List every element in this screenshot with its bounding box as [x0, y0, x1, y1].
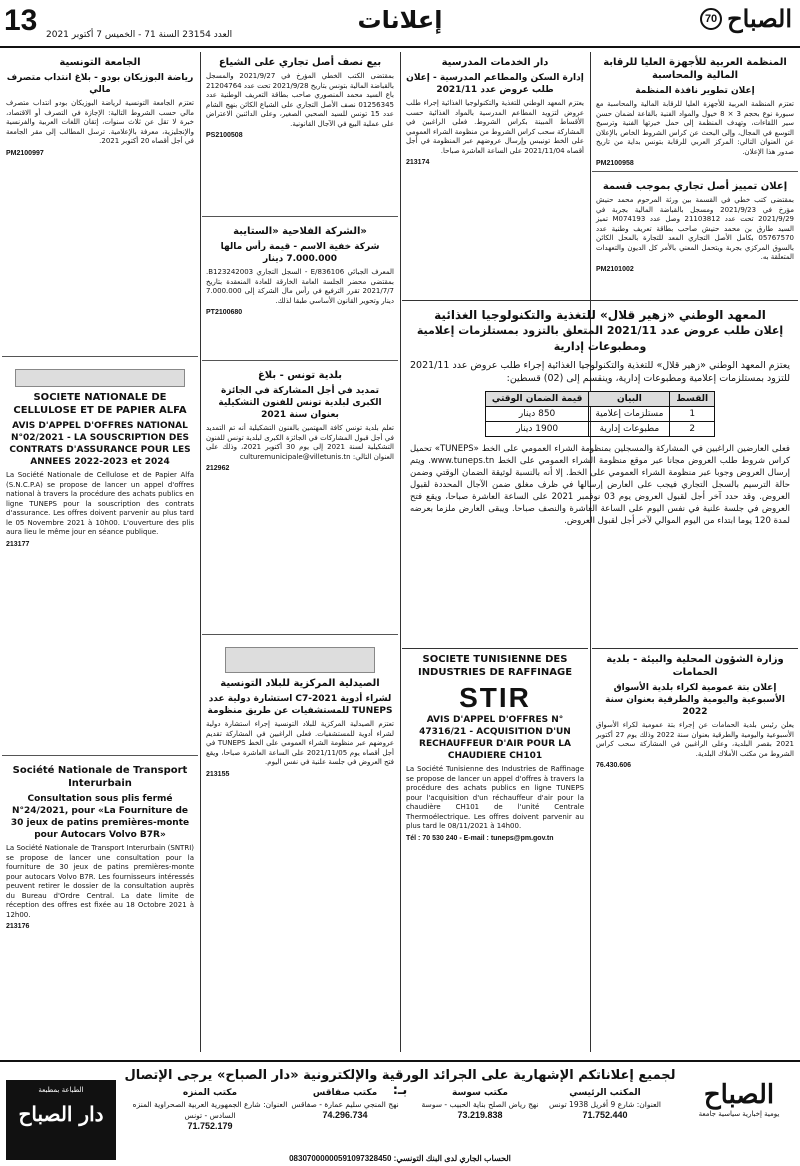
ad-title: المنظمة العربية للأجهزة العليا للرقابة المالية والمحاسبة [603, 57, 787, 81]
logo-word: دار الصباح [18, 1102, 104, 1126]
dar-assabah-logo [6, 1080, 116, 1160]
logo-tag: يومية إخبارية سياسية جامعة [698, 1110, 780, 1118]
page-number: 13 [4, 4, 38, 37]
table-cell: 850 دينار [485, 407, 589, 422]
ad-reference: PT2100680 [206, 309, 243, 316]
ad-title: الصيدلية المركزية للبلاد التونسية [220, 678, 380, 689]
ad-body: تعتزم الجامعة التونسية لرياضة البوزيكان بودو انتداب متصرف مالي حسب الشروط التالية: الإجازة في التصرف أو الاقتصاد، خبرة لا تقل عن ثلاث سنوات، إتقان اللغات العربية والفرنسية والإنجليزية، معرفة بالإعلامية. ترسل المطالب إلى مقر الجامعة في أجل أقصاه 20 أكتوبر 2021. [6, 99, 194, 145]
ad-title: الشركة الفلاحية «الستايبة» [233, 226, 367, 237]
ad-reference: PM2100997 [6, 149, 44, 157]
column-right-top [592, 52, 798, 297]
table-cell: مطبوعات إدارية [589, 422, 670, 437]
ad-stir-content [402, 649, 588, 1054]
ad-body: بمقتضى الكتب الخطي المؤرخ في 2021/9/27 والمسجل بالقباضة المالية بتونس بتاريخ 2021/9/28 تحت عدد 21204764 باع السيد محمد المنصوري صاحب بطاقة التعريف الوطنية عدد 01256345 نصف الأصل التجاري على الشياع الكائن بنهج الشام عدد 15 تونس للسيد الصحبي الصغير، وعلى الدائنين الاعتراض على عملية البيع في الآجال القانونية. [206, 72, 395, 128]
ad-business-sale [202, 52, 398, 217]
table-cell: 1 [670, 407, 715, 422]
ad-subtitle: استشارة دولية عدد C7-2021 لشراء أدوية للمستشفيات عن طريق منظومة TUNEPS [207, 694, 393, 716]
ad-subtitle: AVIS D'APPEL D'OFFRES N° 47316/21 - ACQUISITION D'UN RECHAUFFEUR D'AIR POUR LA CHAUDIERE CH101 [419, 715, 571, 761]
page-header [0, 0, 800, 48]
ad-title: بلدية تونس - بلاغ [257, 370, 343, 381]
ad-contact: Tél : 70 530 240 - E-mail : tuneps@pm.gov.tn [406, 834, 554, 842]
anniversary-badge: 70 [700, 8, 722, 30]
newspaper-logo [692, 4, 792, 42]
ad-title: وزارة الشؤون المحلية والبيئة - بلدية الحمامات [606, 654, 784, 678]
ad-agricultural-company [202, 221, 398, 361]
office-title: مكتب صفاقس [312, 1088, 378, 1098]
ad-hammamet [592, 648, 798, 1056]
banner-image [15, 369, 185, 387]
table-cell: 1900 دينار [485, 422, 589, 437]
ad-reference: 76.430.606 [596, 762, 632, 769]
ad-central-pharmacy [202, 639, 398, 1054]
ad-reference: 213177 [6, 540, 30, 548]
logo-word: الصباح [703, 1080, 775, 1110]
ad-title: دار الخدمات المدرسية [441, 57, 549, 68]
office-address: نهج المنجي سليم عمارة - صفاقس [291, 1100, 399, 1109]
ad-subtitle: تمديد في أجل المشاركة في الجائزة الكبرى لبلدية تونس للفنون التشكيلية بعنوان سنة 2021 [218, 386, 382, 420]
ad-hammamet-content [592, 649, 798, 1054]
ad-reference: PM2101002 [596, 265, 634, 273]
ad-reference: 212962 [206, 465, 230, 472]
ad-reference: PS2100508 [206, 132, 243, 139]
office-title: المكتب الرئيسي [569, 1088, 641, 1098]
table-cell: 2 [670, 422, 715, 437]
ad-reference: PM2100958 [596, 160, 634, 167]
ad-body: تعلم بلدية تونس كافة المهتمين بالفنون التشكيلية أنه تم التمديد في أجل قبول المشاركات في الجائزة الكبرى لبلدية تونس للفنون التشكيلية لسنة 2021 إلى يوم 30 أكتوبر 2021، وذلك على العنوان التالي: culturemunicipale@villetunis.tn [206, 424, 394, 461]
ad-body: بمقتضى كتب خطي في القسمة بين ورثة المرحوم محمد حنيش مؤرخ في 2021/9/23 ومسجل بالقباضة المالية بجربة في 2021/9/29 تحت عدد 21103812 وصل عدد M074193 تميز السيد طارق بن محمد حنيش صاحب بطاقة تعريف وطنية عدد 05767570 بكامل الأصل التجاري المعد للتجارة بالمحل الكائن بالسوق المركزي بجربة ويتحمل المعني بالأمر كل الديون والتعهدات المتعلقة به. [596, 196, 795, 261]
office-phone: 71.752.440 [582, 1110, 628, 1120]
office-phone: 71.752.179 [187, 1121, 233, 1131]
assabah-logo [684, 1080, 794, 1160]
ad-reference: 213174 [406, 159, 430, 166]
ad-business-division [592, 176, 798, 294]
ad-subtitle: إعلان طلب عروض عدد 2021/11 المتعلق بالتزود بمستلزمات إعلامية ومطبوعات إدارية [416, 324, 784, 353]
footer-headline: لجميع إعلاناتكم الإشهارية على الجرائد الورقية والإلكترونية «دار الصباح» يرجى الإتصال بـ: [124, 1068, 676, 1098]
ad-title: إعلان تمييز أصل تجاري بموجب قسمة [602, 181, 788, 192]
ad-snpa [2, 361, 198, 756]
stir-logo: STIR [459, 682, 531, 713]
logo-word: الصباح [727, 4, 792, 33]
ad-title: بيع نصف أصل تجاري على الشياع [218, 57, 382, 68]
column-left [2, 52, 198, 1057]
office-phone: 74.296.734 [322, 1110, 368, 1120]
table-header: البيان [589, 392, 670, 407]
ad-reference: 213155 [206, 770, 230, 778]
ad-body: يعتزم المعهد الوطني للتغذية والتكنولوجيا الغذائية إجراء طلب عروض لتزويد المطاعم المدرسية بالمواد الغذائية حسب الأقساط المبينة بكراس الشروط. فعلى الراغبين في المشاركة سحب كراس الشروط من منظومة الشراء العمومي على الخط تونيبس وإرسال عروضهم عبر المنظومة في أجل أقصاه 2021/11/04 على الساعة العاشرة صباحا. [406, 99, 584, 155]
office-address: نهج رياض الصلح بناية الحبيب - سوسة [421, 1100, 539, 1109]
bank-account: الحساب الجاري لدى البنك التونسي: 08307000000591097328450 [289, 1154, 511, 1163]
ad-body: La Société Nationale de Transport Interurbain (SNTRI) se propose de lancer une consultation pour la fourniture de 30 jeux de patins premières-monte pour autocars Volvo B7R. Les fournisseurs intéressés peuvent retirer le dossier de la consultation auprès du Bureau d'Ordre Central. La date limite de réception des offres est fixée au 18 Octobre 2021 à 12h00. [6, 844, 194, 919]
page-footer [0, 1060, 800, 1166]
office-title: مكتب المنزه [182, 1088, 238, 1098]
table-header: القسط [670, 392, 715, 407]
ad-title: المعهد الوطني «زهير قلال» للتغذية والتكنولوجيا الغذائية [434, 308, 766, 322]
ad-subtitle: رياضة البوزيكان بودو - بلاغ انتداب متصرف مالي [6, 73, 194, 95]
table-row [485, 407, 714, 422]
office-title: مكتب سوسة [452, 1088, 508, 1098]
office-block [535, 1088, 675, 1120]
ad-title: Société Nationale de Transport Interurbain [12, 765, 188, 789]
column-divider [400, 52, 401, 1052]
table-cell: مستلزمات إعلامية [589, 407, 670, 422]
ad-title: SOCIETE TUNISIENNE DES INDUSTRIES DE RAFFINAGE [417, 654, 573, 678]
ad-subtitle: شركة خفية الاسم - قيمة رأس مالها 7.000.000 دينار [220, 242, 380, 264]
ad-municipality-tunis [202, 365, 398, 635]
ad-sntri [2, 760, 198, 1050]
ad-body: تعتزم الصيدلية المركزية للبلاد التونسية إجراء استشارة دولية لشراء أدوية للمستشفيات. فعلى الراغبين في المشاركة تقديم عروضهم عبر منظومة الشراء العمومي على الخط TUNEPS في أجل أقصاه يوم 2021/11/05 على الساعة العاشرة صباحا، ويقع فتح العروض في جلسة علنية في نفس اليوم. [206, 720, 395, 766]
office-address: العنوان: شارع الجمهورية العربية الصحراوية المنزه السادس - تونس [132, 1100, 288, 1120]
lots-table [485, 391, 715, 437]
ad-body: يعلن رئيس بلدية الحمامات عن إجراء بتة عمومية لكراء الأسواق الأسبوعية واليومية والطرقية بعنوان سنة 2022 وذلك يوم 27 أكتوبر 2021 بقصر البلدية، وعلى الراغبين في المشاركة سحب كراس الشروط من مكتب الأملاك البلدية. [596, 721, 794, 758]
ad-subtitle: إعلان تطوير نافذة المنظمة [635, 86, 755, 96]
ad-body: يعتزم المعهد الوطني «زهير قلال» للتغذية والتكنولوجيا الغذائية إجراء طلب عروض عدد 2021/11 للتزود بمستلزمات إعلامية ومطبوعات إدارية، وينقسم إلى (02) قسطين: [410, 360, 790, 384]
ad-subtitle: إدارة السكن والمطاعم المدرسية - إعلان طلب عروض عدد 2021/11 [406, 73, 584, 95]
column-divider [200, 52, 201, 1052]
section-title: إعلانات [357, 6, 443, 34]
column-center-left [202, 52, 398, 1057]
ad-reference: 213176 [6, 923, 30, 930]
table-row [485, 422, 714, 437]
ad-body: تعتزم المنظمة العربية للأجهزة العليا للرقابة المالية والمحاسبة مع سبورة نوع بحجم 3 × 8 خيول والمواد الفنية بالقاعة لضمان حسن سير اللقاءات، وتهدف المنظمة إلى حمل خبرتها الفنية وترسيخ التوسع في المجال، وإلى البحث عن كراس الشروط الخاص بالإعلان عن العنوان التالي: المركز العربي للرقابة بتونس بداية من تاريخ صدور هذا الإعلان. [596, 100, 795, 156]
ad-innta [402, 300, 798, 640]
ad-subtitle: إعلان بتة عمومية لكراء بلدية الأسواق الأسبوعية واليومية والطرقية بعنوان سنة 2022 [605, 683, 785, 717]
issue-info: العدد 23154 السنة 71 - الخميس 7 أكتوبر 2021 [46, 30, 233, 40]
column-center [402, 52, 588, 297]
office-phone: 73.219.838 [457, 1110, 503, 1120]
ad-federation [2, 52, 198, 357]
ad-title: الجامعة التونسية [59, 57, 141, 68]
ad-subtitle: AVIS D'APPEL D'OFFRES NATIONAL N°02/2021 - LA SOUSCRIPTION DES CONTRATS D'ASSURANCE POUR LES ANNEES 2022-2023 et 2024 [9, 421, 191, 467]
ad-subtitle: Consultation sous plis fermé N°24/2021, pour «La Fourniture de 30 jeux de patins premières-monte pour Autocars Volvo B7R» [10, 794, 190, 840]
logo-tag: الطباعة بمطبعة [38, 1086, 84, 1094]
ad-arab-audit-org [592, 52, 798, 172]
ad-body: La Société Tunisienne des Industries de Raffinage se propose de lancer un appel d'offres à travers la procédure des achats publics en ligne TUNEPS pour l'acquisition d'un réchauffeur d'air pour la chaudière CH101 de l'unité Centrale Thermoélectrique. Les offres doivent parvenir au plus tard le 08/11/2021 à 14h00. [406, 765, 584, 830]
table-header: قيمة الضمان الوقتي [485, 392, 589, 407]
pharmacy-logo [225, 647, 375, 673]
office-address: العنوان: شارع 9 أفريل 1938 تونس [549, 1100, 661, 1109]
ad-title: SOCIETE NATIONALE DE CELLULOSE ET DE PAPIER ALFA [13, 392, 187, 416]
ad-school-services [402, 52, 588, 292]
ad-stir [402, 648, 588, 1056]
ad-body-2: فعلى العارضين الراغبين في المشاركة والمسجلين بمنظومة الشراء العمومي على الخط «TUNEPS» تحميل كراس شروط طلب العروض مجانا عبر موقع منظومة الشراء العمومي على الخط www.tuneps.tn. ويتم إرسال العروض وجوبا عبر منظومة الشراء العمومي على الخط. إلا أنه بالنسبة لوثيقة الضمان الوقتي وضمن حالة الترسيم بالسجل التجاري فيجب على العارض إرسالها في ظرف مغلق ضمن الآجال المحددة لقبول العروض. وقد حدد آخر أجل لقبول العروض يوم 03 نوفمبر 2021 على الساعة العاشرة صباحا، ويقع فتح العروض في جلسة علنية في نفس اليوم على الساعة العاشرة والنصف صباحا. ويبقى العارض ملزما بعرضه لمدة 120 يوما ابتداء من اليوم الموالي لآخر أجل لقبول العروض. [410, 444, 790, 526]
ad-body: La Société Nationale de Cellulose et de Papier Alfa (S.N.C.P.A) se propose de lancer un appel d'offres national à travers la procédure des achats publics en ligne TUNEPS pour la souscription des contrats d'assurance. Les offres doivent parvenir au plus tard le 05 Novembre 2021 à 10h00. L'ouverture des plis aura lieu le même jour en séance publique. [6, 471, 194, 536]
ad-body: المعرف الجبائي 836106/E - السجل التجاري B123242003. بمقتضى محضر الجلسة العامة الخارقة للعادة المنعقدة بتاريخ 2021/7/7 تقرر الترفيع في رأس مال الشركة إلى 7.000.000 دينار وتحوير القانون الأساسي طبقا لذلك. [206, 268, 394, 305]
